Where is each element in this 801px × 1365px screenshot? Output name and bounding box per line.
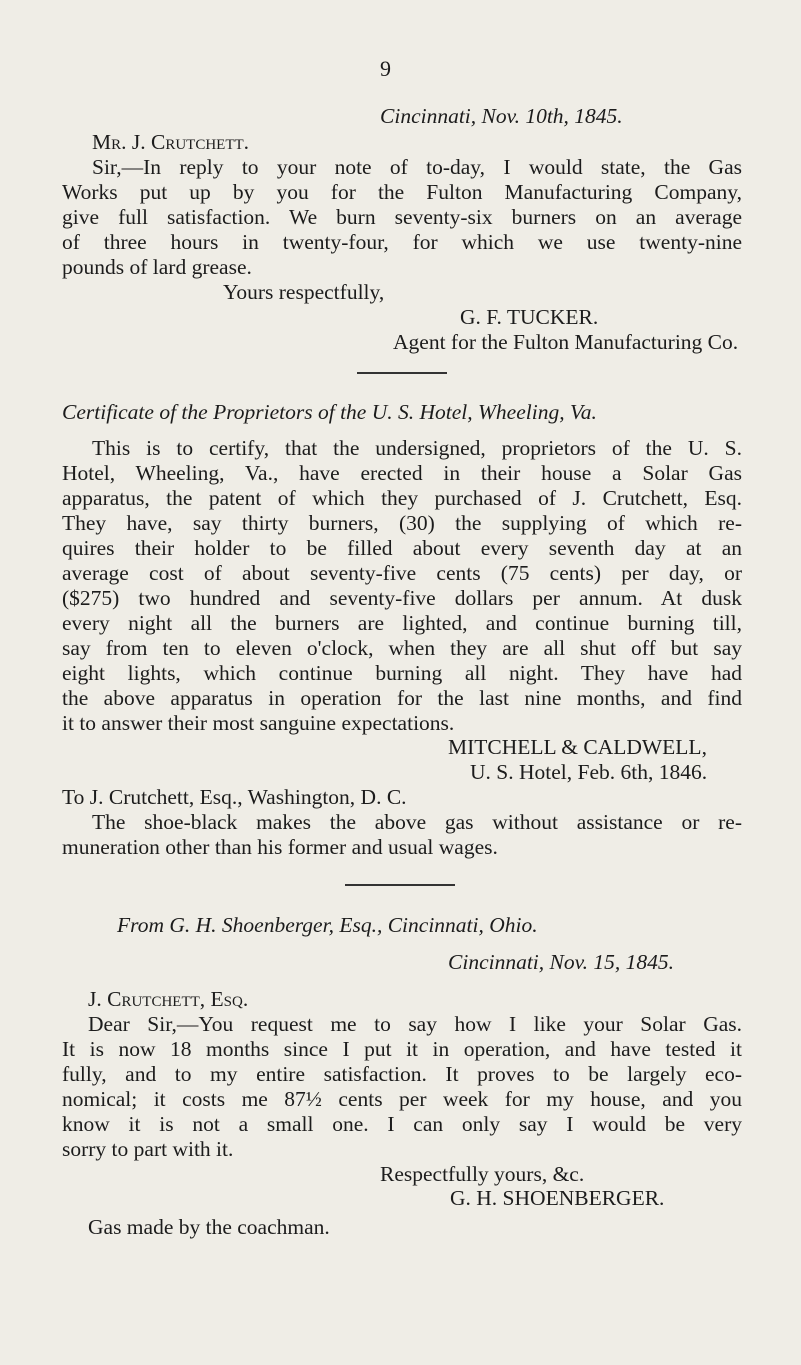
letter2-heading: Certificate of the Proprietors of the U. S. Hotel, Wheeling, Va. bbox=[62, 400, 597, 424]
letter3-body-line: know it is not a small one. I can only say I would be very bbox=[62, 1112, 742, 1136]
letter3-note: Gas made by the coachman. bbox=[88, 1215, 330, 1239]
letter3-body-line: fully, and to my entire satisfaction. It proves to be largely eco- bbox=[62, 1062, 742, 1086]
letter1-title: Agent for the Fulton Manufacturing Co. bbox=[393, 330, 739, 354]
letter3-closing: Respectfully yours, &c. bbox=[380, 1162, 585, 1186]
letter1-body-line: of three hours in twenty-four, for which we use twenty-nine bbox=[62, 230, 742, 254]
letter1-signature: G. F. TUCKER. bbox=[460, 305, 599, 329]
letter3-heading: From G. H. Shoenberger, Esq., Cincinnati, Ohio. bbox=[117, 913, 538, 937]
letter2-note-line: The shoe-black makes the above gas without assistance or re- bbox=[92, 810, 742, 834]
letter3-addressee: J. Crutchett, Esq. bbox=[88, 987, 249, 1011]
letter2-body-line: say from ten to eleven o'clock, when they are all shut off but say bbox=[62, 636, 742, 660]
letter2-body-line: every night all the burners are lighted, and continue burning till, bbox=[62, 611, 742, 635]
letter2-body-line: This is to certify, that the undersigned, proprietors of the U. S. bbox=[92, 436, 742, 460]
letter1-body-line: Works put up by you for the Fulton Manufacturing Company, bbox=[62, 180, 742, 204]
letter1-salutation: Mr. J. Crutchett. bbox=[92, 130, 250, 154]
letter2-body-line: quires their holder to be filled about every seventh day at an bbox=[62, 536, 742, 560]
page-number: 9 bbox=[380, 56, 391, 81]
letter2-body-line: Hotel, Wheeling, Va., have erected in their house a Solar Gas bbox=[62, 461, 742, 485]
letter2-body-line: They have, say thirty burners, (30) the supplying of which re- bbox=[62, 511, 742, 535]
letter2-body-line: apparatus, the patent of which they purchased of J. Crutchett, Esq. bbox=[62, 486, 742, 510]
letter3-body-line: nomical; it costs me 87½ cents per week for my house, and you bbox=[62, 1087, 742, 1111]
letter3-dateline: Cincinnati, Nov. 15, 1845. bbox=[448, 950, 674, 974]
letter2-body-line: eight lights, which continue burning all night. They have had bbox=[62, 661, 742, 685]
letter2-body-line: the above apparatus in operation for the last nine months, and find bbox=[62, 686, 742, 710]
section-divider bbox=[357, 372, 447, 374]
letter2-addressee: To J. Crutchett, Esq., Washington, D. C. bbox=[62, 785, 407, 809]
letter1-body-line: pounds of lard grease. bbox=[62, 255, 252, 279]
letter2-note-line: muneration other than his former and usual wages. bbox=[62, 835, 498, 859]
letter3-signature: G. H. SHOENBERGER. bbox=[450, 1186, 665, 1210]
letter2-body-line: ($275) two hundred and seventy-five dollars per annum. At dusk bbox=[62, 586, 742, 610]
letter2-body-line: average cost of about seventy-five cents (75 cents) per day, or bbox=[62, 561, 742, 585]
letter3-body-line: It is now 18 months since I put it in operation, and have tested it bbox=[62, 1037, 742, 1061]
letter3-body-line: Dear Sir,—You request me to say how I like your Solar Gas. bbox=[88, 1012, 742, 1036]
letter2-signature: MITCHELL & CALDWELL, bbox=[448, 735, 707, 759]
section-divider bbox=[345, 884, 455, 886]
letter1-closing: Yours respectfully, bbox=[223, 280, 385, 304]
letter3-body-line: sorry to part with it. bbox=[62, 1137, 234, 1161]
letter1-body-line: give full satisfaction. We burn seventy-six burners on an average bbox=[62, 205, 742, 229]
letter1-dateline: Cincinnati, Nov. 10th, 1845. bbox=[380, 104, 623, 128]
letter1-body-line: Sir,—In reply to your note of to-day, I would state, the Gas bbox=[92, 155, 742, 179]
letter2-body-line: it to answer their most sanguine expectations. bbox=[62, 711, 455, 735]
letter2-place-date: U. S. Hotel, Feb. 6th, 1846. bbox=[470, 760, 708, 784]
